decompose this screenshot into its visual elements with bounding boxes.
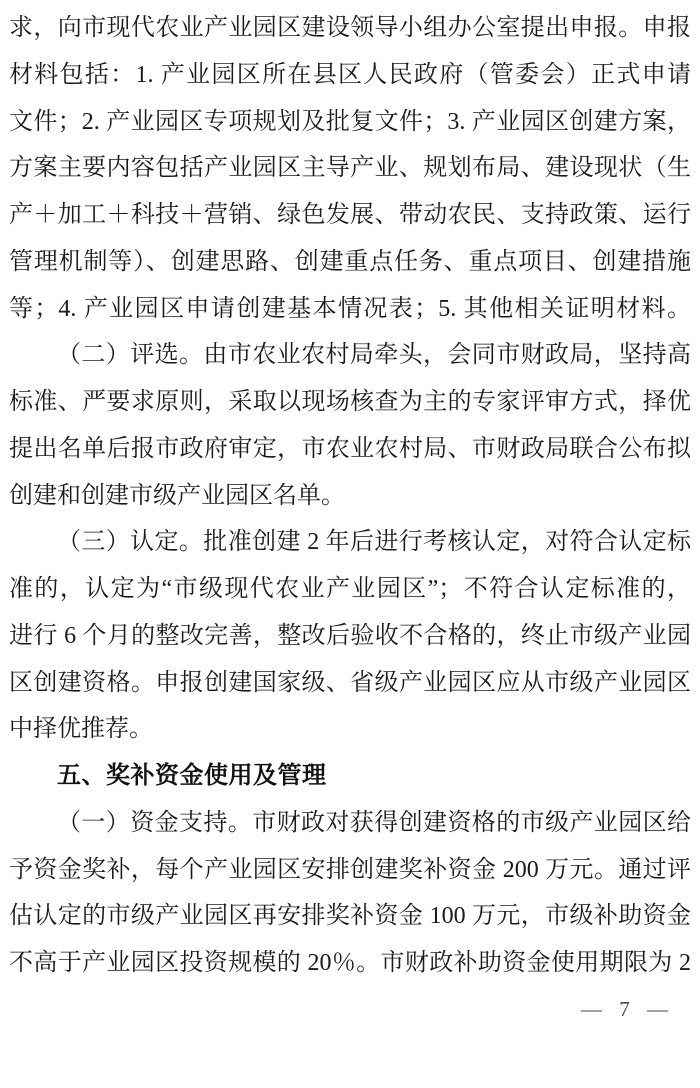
text-block — [9, 5, 691, 987]
text-line: 文件；2. 产业园区专项规划及批复文件；3. 产业园区创建方案， — [9, 108, 691, 135]
text-line: 方案主要内容包括产业园区主导产业、规划布局、建设现状（生 — [9, 155, 691, 182]
text-line: 中择优推荐。 — [9, 716, 153, 743]
text-line: 材料包括：1. 产业园区所在县区人民政府（管委会）正式申请 — [9, 61, 691, 88]
text-line: 标准、严要求原则，采取以现场核查为主的专家评审方式，择优 — [9, 389, 691, 415]
text-line: 管理机制等）、创建思路、创建重点任务、重点项目、创建措施 — [9, 248, 691, 275]
text-line: （一）资金支持。市财政对获得创建资格的市级产业园区给 — [57, 809, 691, 836]
text-line: （二）评选。由市农业农村局牵头，会同市财政局，坚持高 — [57, 342, 691, 369]
text-line: 创建和创建市级产业园区名单。 — [9, 482, 345, 509]
text-line: 估认定的市级产业园区再安排奖补资金 100 万元，市级补助资金 — [9, 903, 691, 930]
text-line: 予资金奖补，每个产业园区安排创建奖补资金 200 万元。通过评 — [9, 856, 691, 883]
text-line: 产＋加工＋科技＋营销、绿色发展、带动农民、支持政策、运行 — [9, 202, 691, 228]
text-line: 不高于产业园区投资规模的 20％。市财政补助资金使用期限为 2 — [9, 950, 691, 976]
text-line: 准的，认定为“市级现代农业产业园区”；不符合认定标准的， — [9, 576, 691, 602]
text-line: 进行 6 个月的整改完善，整改后验收不合格的，终止市级产业园 — [9, 622, 691, 649]
text-line: 求，向市现代农业产业园区建设领导小组办公室提出申报。申报 — [9, 15, 691, 41]
text-line: （三）认定。批准创建 2 年后进行考核认定，对符合认定标 — [57, 529, 691, 556]
text-line: 等；4. 产业园区申请创建基本情况表；5. 其他相关证明材料。 — [9, 295, 691, 322]
section-heading: 五、奖补资金使用及管理 — [57, 762, 327, 789]
text-line: 区创建资格。申报创建国家级、省级产业园区应从市级产业园区 — [9, 669, 691, 696]
page-number: — 7 — — [581, 997, 674, 1021]
text-line: 提出名单后报市政府审定，市农业农村局、市财政局联合公布拟 — [9, 435, 691, 462]
